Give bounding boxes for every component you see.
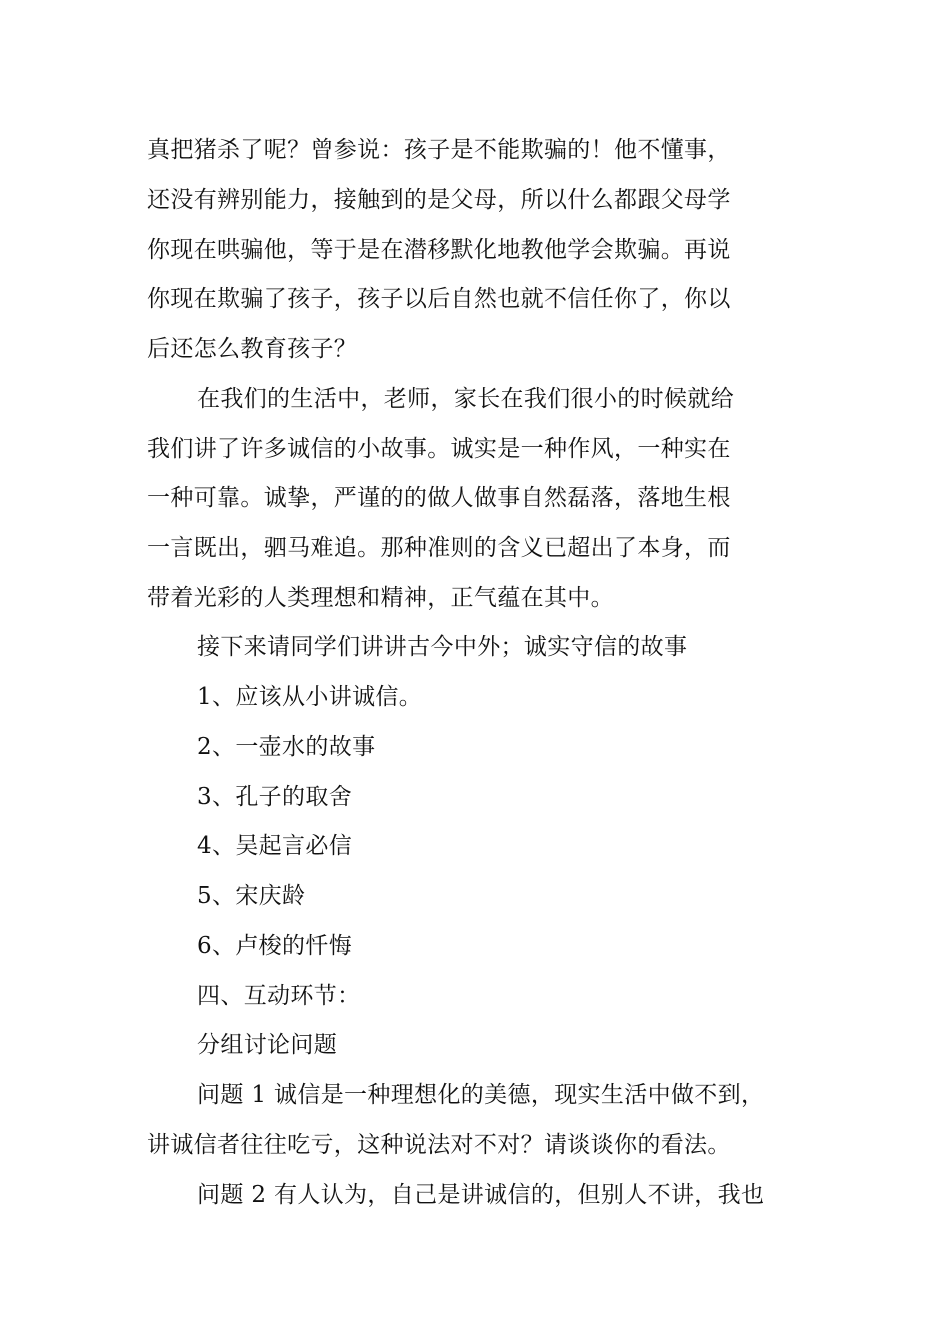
paragraph-line: 问题 1 诚信是一种理想化的美德，现实生活中做不到，: [197, 1082, 765, 1108]
paragraph-line: 后还怎么教育孩子？: [147, 336, 358, 362]
paragraph-line: 讲诚信者往往吃亏，这种说法对不对？请谈谈你的看法。: [147, 1132, 731, 1158]
section-heading: 四、互动环节：: [197, 983, 361, 1009]
list-item: 2、一壶水的故事: [197, 734, 376, 760]
paragraph-line: 我们讲了许多诚信的小故事。诚实是一种作风，一种实在: [147, 436, 731, 462]
list-item: 4、吴起言必信: [197, 833, 353, 859]
list-item: 6、卢梭的忏悔: [197, 933, 353, 959]
paragraph-line: 接下来请同学们讲讲古今中外；诚实守信的故事: [197, 634, 688, 660]
list-item: 1、应该从小讲诚信。: [197, 684, 423, 710]
paragraph-line: 问题 2 有人认为，自己是讲诚信的，但别人不讲，我也: [197, 1182, 765, 1208]
paragraph-line: 一种可靠。诚挚，严谨的的做人做事自然磊落，落地生根: [147, 485, 731, 511]
paragraph-line: 真把猪杀了呢？曾参说：孩子是不能欺骗的！他不懂事，: [147, 137, 731, 163]
paragraph-line: 你现在欺骗了孩子，孩子以后自然也就不信任你了，你以: [147, 286, 731, 312]
paragraph-line: 一言既出，驷马难追。那种准则的含义已超出了本身，而: [147, 535, 731, 561]
paragraph-line: 在我们的生活中，老师，家长在我们很小的时候就给: [197, 386, 735, 412]
list-item: 5、宋庆龄: [197, 883, 306, 909]
list-item: 3、孔子的取舍: [197, 784, 353, 810]
paragraph-line: 分组讨论问题: [197, 1032, 338, 1058]
paragraph-line: 带着光彩的人类理想和精神，正气蕴在其中。: [147, 585, 614, 611]
paragraph-line: 还没有辨别能力，接触到的是父母，所以什么都跟父母学: [147, 187, 731, 213]
paragraph-line: 你现在哄骗他，等于是在潜移默化地教他学会欺骗。再说: [147, 237, 731, 263]
